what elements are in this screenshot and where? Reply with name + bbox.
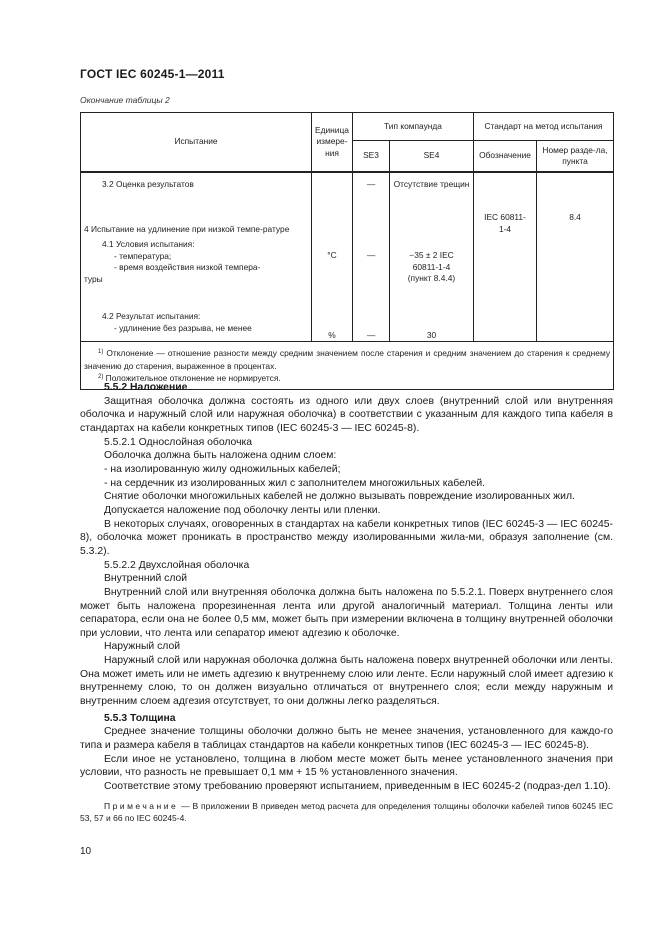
paragraph: Наружный слой — [104, 641, 181, 653]
note-label: Примечание — [104, 800, 179, 811]
row-unit: °C — [312, 239, 353, 311]
row-item: - удлинение без разрыва, не менее — [114, 322, 252, 333]
list-item: - на сердечник из изолированных жил с заполнителем многожильных кабелей. — [104, 477, 486, 489]
footnote-2: Положительное отклонение не нормируется. — [105, 373, 281, 383]
section-heading: 5.5.2 Наложение — [104, 382, 188, 393]
paragraph: Внутренний слой или внутренняя оболочка должна быть наложена по 5.5.2.1. Поверх внутреннего слоя может быть наложена прорезиненная лента или другой аналогичный материал. Толщина ленты или сепаратора, если она не более 0,5 мм, может быть при измерении включена в толщину внутренней оболочки при условии, что лента или сепаратор имеют адгезию к оболочке. — [80, 586, 613, 639]
header-se4: SE4 — [390, 141, 474, 173]
table-caption: Окончание таблицы 2 — [80, 95, 170, 105]
header-se3: SE3 — [353, 141, 390, 173]
table-row — [81, 239, 614, 311]
row-test: 4.1 Условия испытания: — [102, 239, 195, 249]
paragraph: Среднее значение толщины оболочки должно быть не менее значения, установленного для каждо-го типа и размера кабеля в таблицах стандартов на кабели конкретных типов (IEC 60245-3 — IEC 60245-8). — [80, 726, 613, 752]
note-text: — В приложении В приведен метод расчета для определения толщины оболочки кабелей типов 60245 IEC 53, 57 и 66 по IEC 60245-4. — [80, 800, 613, 824]
row-se3: — — [353, 172, 390, 205]
list-item: - на изолированную жилу одножильных кабелей; — [104, 463, 341, 475]
subsection-heading: 5.5.2.2 Двухслойная оболочка — [104, 559, 250, 571]
paragraph: Наружный слой или наружная оболочка должна быть наложена поверх внутренней оболочки или ленты. Она может иметь или не иметь адгезию к внутреннему слою или ленте. Если наружный слой имеет адгезию к внутреннему слою, то он должен визуально отличаться от внутреннего слоя; если между наружным и внутренним слоем адгезия отсутствует, то они должны легко разделяться. — [80, 655, 613, 708]
paragraph: Если иное не установлено, толщина в любом месте может быть менее установленного значения при условии, что разность не превышает 0,1 мм + 15 % установленного значения. — [80, 753, 613, 779]
header-compound-type: Тип компаунда — [353, 113, 474, 141]
row-section: 8.4 — [537, 172, 614, 239]
header-section: Номер разде-ла, пункта — [537, 141, 614, 173]
row-designation: IEC 60811-1-4 — [484, 212, 526, 234]
header-designation: Обозначение — [474, 141, 537, 173]
paragraph: Оболочка должна быть наложена одним слоем: — [104, 450, 337, 462]
test-table — [80, 112, 614, 390]
document-header: ГОСТ IEC 60245-1—2011 — [80, 67, 225, 81]
header-standard: Стандарт на метод испытания — [474, 113, 614, 141]
row-se3: — — [353, 239, 390, 311]
row-item: - температура; — [114, 250, 172, 261]
table-row — [81, 311, 614, 342]
row-se4: −35 ± 2 IEC 60811-1-4 (пункт 8.4.4) — [407, 250, 456, 283]
header-unit: Единица измере-ния — [312, 113, 353, 173]
note — [80, 800, 613, 825]
body-text — [80, 381, 613, 825]
row-se4: 30 — [390, 311, 474, 342]
row-item: туры — [84, 273, 103, 284]
row-test: 4.2 Результат испытания: — [102, 311, 201, 321]
header-test: Испытание — [81, 113, 312, 173]
paragraph: Снятие оболочки многожильных кабелей не должно вызывать повреждение изолированных жил. — [104, 491, 575, 503]
subsection-heading: 5.5.2.1 Однослойная оболочка — [104, 436, 253, 448]
footnote-1: Отклонение — отношение разности между средним значением после старения и средним значением до старения к среднему значению до старения, выраженное в процентах. — [84, 348, 611, 371]
row-se3: — — [353, 311, 390, 342]
footnote-mark: 2) — [98, 374, 104, 380]
paragraph: Внутренний слой — [104, 573, 188, 585]
page-number: 10 — [80, 846, 92, 857]
row-item: - время воздействия низкой темпера- — [114, 262, 261, 272]
paragraph: Защитная оболочка должна состоять из одного или двух слоев (внутренний слой или внутренняя оболочка и наружный слой или наружная оболочка) в соответствии с указанным для каждого типа кабеля в стандартах на кабели конкретных типов (IEC 60245-3 — IEC 60245-8). — [80, 395, 613, 434]
section-heading: 5.5.3 Толщина — [104, 712, 176, 724]
row-unit: % — [312, 311, 353, 342]
footnote-mark: 1) — [98, 349, 104, 355]
paragraph: В некоторых случаях, оговоренных в стандартах на кабели конкретных типов (IEC 60245-3 — IEC 60245-8), оболочка может проникать в пространство между изолированными жила-ми, образуя заполнение (см. 5.3.2). — [80, 518, 613, 557]
row-test: 4 Испытание на удлинение при низкой темпе-ратуре — [81, 205, 312, 239]
paragraph: Допускается наложение под оболочку ленты или пленки. — [104, 504, 381, 516]
table-row — [81, 172, 614, 205]
row-se4: Отсутствие трещин — [390, 172, 474, 205]
paragraph: Соответствие этому требованию проверяют испытанием, приведенным в IEC 60245-2 (подраз-дел 1.10). — [104, 781, 611, 793]
row-test: 3.2 Оценка результатов — [102, 179, 194, 189]
